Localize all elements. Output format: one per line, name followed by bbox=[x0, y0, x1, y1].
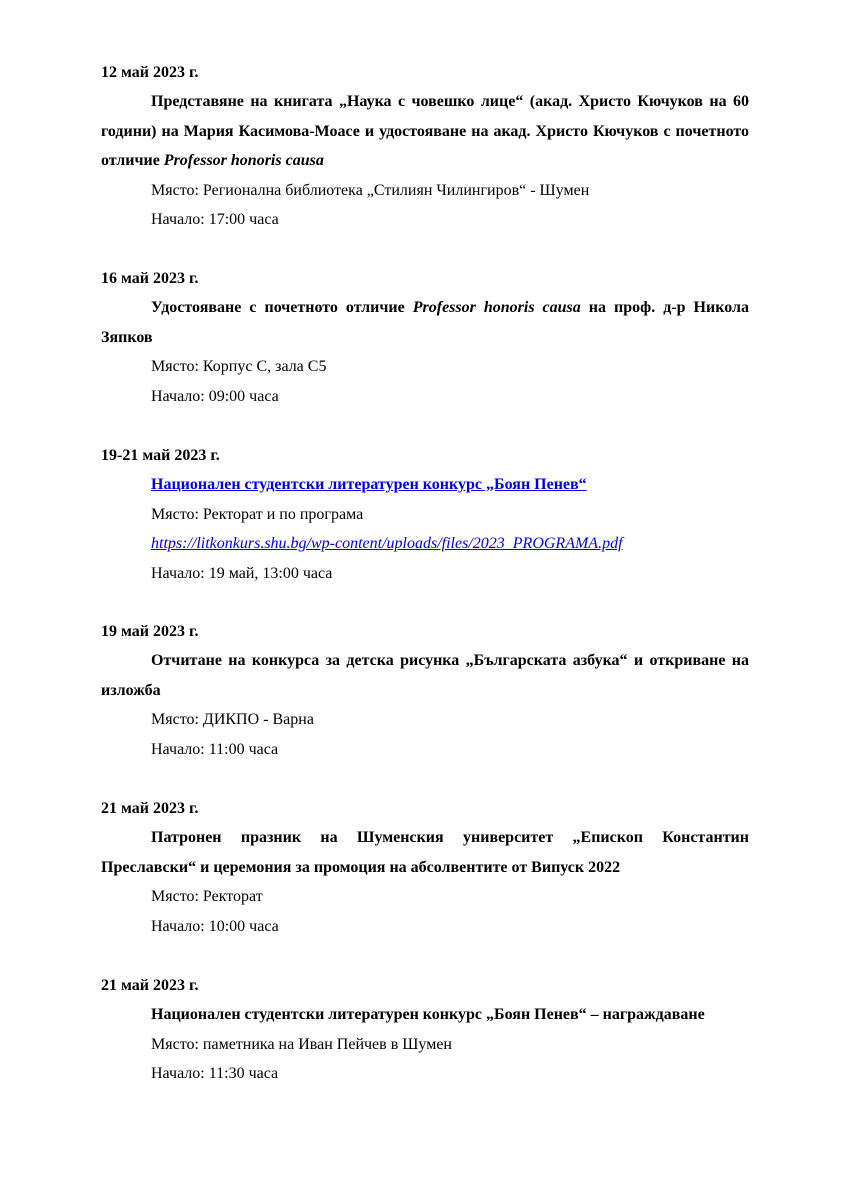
event-title: Отчитане на конкурса за детска рисунка „Българската азбука“ и откриване на изложба bbox=[101, 652, 749, 699]
event-place: Място: Ректорат bbox=[151, 888, 263, 905]
event-program bbox=[101, 529, 749, 559]
event-start: Начало: 11:30 часа bbox=[151, 1065, 279, 1082]
event-item bbox=[101, 794, 749, 941]
event-place: Място: Корпус С, зала С5 bbox=[151, 358, 327, 375]
event-date: 21 май 2023 г. bbox=[101, 800, 199, 817]
event-title bbox=[101, 87, 749, 176]
event-place: Място: паметника на Иван Пейчев в Шумен bbox=[151, 1035, 452, 1053]
event-title: Патронен празник на Шуменския университет „Епископ Константин Преславски“ и церемония за промоция на абсолвентите от Випуск 2022 bbox=[101, 829, 749, 876]
event-place: Място: Ректорат и по програма bbox=[151, 505, 364, 523]
event-start: Начало: 17:00 часа bbox=[151, 211, 279, 228]
event-title bbox=[101, 470, 749, 500]
event-title: Национален студентски литературен конкурс „Боян Пенев“ – награждаване bbox=[151, 1006, 705, 1023]
event-start: Начало: 09:00 часа bbox=[151, 387, 279, 405]
event-item bbox=[101, 441, 749, 588]
event-title bbox=[101, 293, 749, 352]
event-item bbox=[101, 264, 749, 411]
event-title-italic: Professor honoris causa bbox=[163, 152, 324, 169]
event-date: 12 май 2023 г. bbox=[101, 64, 199, 81]
event-title-text: Представяне на книгата „Наука с човешко лице“ (акад. Христо Кючуков на 60 години) на Мария Касимова-Моасе и удостояване на акад. Христо Кючуков с почетното отличие bbox=[101, 93, 749, 169]
event-title-link[interactable]: Национален студентски литературен конкурс „Боян Пенев“ bbox=[151, 476, 587, 493]
event-date: 19-21 май 2023 г. bbox=[101, 447, 220, 464]
event-title-text-end: на проф. д-р Никола Зяпков bbox=[101, 299, 749, 346]
program-link[interactable]: https://litkonkurs.shu.bg/wp-content/uploads/files/2023_PROGRAMA.pdf bbox=[151, 535, 623, 552]
event-place: Място: ДИКПО - Варна bbox=[151, 711, 314, 728]
event-start: Начало: 19 май, 13:00 часа bbox=[151, 564, 333, 582]
event-start: Начало: 10:00 часа bbox=[151, 917, 279, 935]
event-item bbox=[101, 971, 749, 1089]
event-item bbox=[101, 617, 749, 764]
event-date: 16 май 2023 г. bbox=[101, 270, 199, 287]
event-title-italic: Professor honoris causa bbox=[412, 299, 581, 316]
event-title-text: Удостояване с почетното отличие bbox=[151, 299, 413, 316]
event-date: 21 май 2023 г. bbox=[101, 977, 199, 994]
event-date: 19 май 2023 г. bbox=[101, 623, 199, 640]
event-start: Начало: 11:00 часа bbox=[151, 740, 279, 758]
event-place: Място: Регионална библиотека „Стилиян Чилингиров“ - Шумен bbox=[151, 181, 590, 199]
event-item bbox=[101, 58, 749, 235]
